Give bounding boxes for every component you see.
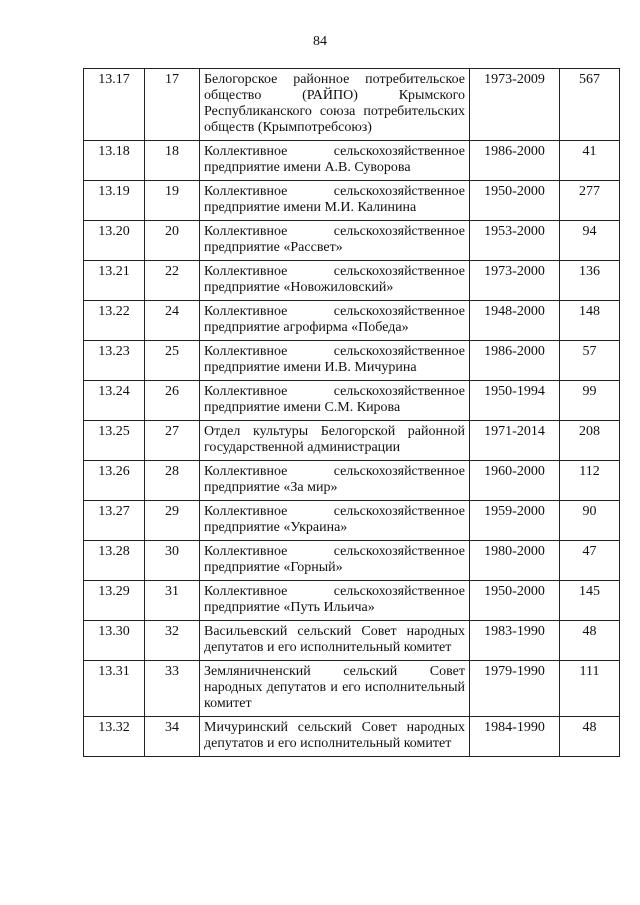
row-number-cell: 19: [145, 181, 200, 221]
row-number-cell: 22: [145, 261, 200, 301]
row-number-cell: 25: [145, 341, 200, 381]
row-name-cell: Отдел культуры Белогорской районной государственной администрации: [200, 421, 470, 461]
table-row: [84, 69, 620, 141]
row-count-cell: 112: [560, 461, 620, 501]
row-number-cell: 29: [145, 501, 200, 541]
row-years-cell: 1948-2000: [470, 301, 560, 341]
table-row: [84, 381, 620, 421]
row-count-cell: 48: [560, 717, 620, 757]
row-code-cell: 13.30: [84, 621, 145, 661]
table-row: [84, 261, 620, 301]
table-row: [84, 301, 620, 341]
table-row: [84, 141, 620, 181]
table-row: [84, 661, 620, 717]
table-row: [84, 421, 620, 461]
row-name-cell: Коллективное сельскохозяйственное предприятие имени И.В. Мичурина: [200, 341, 470, 381]
row-name-cell: Коллективное сельскохозяйственное предприятие «Новожиловский»: [200, 261, 470, 301]
row-number-cell: 31: [145, 581, 200, 621]
row-years-cell: 1979-1990: [470, 661, 560, 717]
row-name-cell: Коллективное сельскохозяйственное предприятие агрофирма «Победа»: [200, 301, 470, 341]
row-years-cell: 1950-2000: [470, 181, 560, 221]
row-years-cell: 1950-2000: [470, 581, 560, 621]
row-code-cell: 13.20: [84, 221, 145, 261]
table-row: [84, 501, 620, 541]
row-count-cell: 277: [560, 181, 620, 221]
row-code-cell: 13.22: [84, 301, 145, 341]
row-years-cell: 1973-2009: [470, 69, 560, 141]
row-years-cell: 1959-2000: [470, 501, 560, 541]
row-code-cell: 13.26: [84, 461, 145, 501]
row-code-cell: 13.23: [84, 341, 145, 381]
row-number-cell: 32: [145, 621, 200, 661]
row-code-cell: 13.18: [84, 141, 145, 181]
row-number-cell: 30: [145, 541, 200, 581]
row-number-cell: 34: [145, 717, 200, 757]
row-count-cell: 567: [560, 69, 620, 141]
row-name-cell: Коллективное сельскохозяйственное предприятие «За мир»: [200, 461, 470, 501]
row-name-cell: Коллективное сельскохозяйственное предприятие «Украина»: [200, 501, 470, 541]
row-years-cell: 1950-1994: [470, 381, 560, 421]
row-years-cell: 1971-2014: [470, 421, 560, 461]
table-row: [84, 461, 620, 501]
table-row: [84, 621, 620, 661]
row-name-cell: Коллективное сельскохозяйственное предприятие «Горный»: [200, 541, 470, 581]
row-number-cell: 24: [145, 301, 200, 341]
row-years-cell: 1986-2000: [470, 141, 560, 181]
row-name-cell: Коллективное сельскохозяйственное предприятие имени А.В. Суворова: [200, 141, 470, 181]
table-row: [84, 341, 620, 381]
row-count-cell: 111: [560, 661, 620, 717]
table-row: [84, 717, 620, 757]
row-code-cell: 13.24: [84, 381, 145, 421]
row-number-cell: 27: [145, 421, 200, 461]
row-code-cell: 13.32: [84, 717, 145, 757]
row-code-cell: 13.17: [84, 69, 145, 141]
row-number-cell: 17: [145, 69, 200, 141]
row-count-cell: 47: [560, 541, 620, 581]
row-number-cell: 20: [145, 221, 200, 261]
row-years-cell: 1984-1990: [470, 717, 560, 757]
row-years-cell: 1960-2000: [470, 461, 560, 501]
row-number-cell: 18: [145, 141, 200, 181]
row-name-cell: Васильевский сельский Совет народных депутатов и его исполнительный комитет: [200, 621, 470, 661]
row-name-cell: Земляничненский сельский Совет народных депутатов и его исполнительный комитет: [200, 661, 470, 717]
row-name-cell: Коллективное сельскохозяйственное предприятие «Путь Ильича»: [200, 581, 470, 621]
row-count-cell: 99: [560, 381, 620, 421]
row-code-cell: 13.28: [84, 541, 145, 581]
row-count-cell: 148: [560, 301, 620, 341]
table-row: [84, 581, 620, 621]
row-years-cell: 1986-2000: [470, 341, 560, 381]
page-number: 84: [313, 34, 327, 49]
row-number-cell: 28: [145, 461, 200, 501]
row-code-cell: 13.31: [84, 661, 145, 717]
fund-registry-table: [83, 68, 620, 757]
table-row: [84, 541, 620, 581]
row-count-cell: 48: [560, 621, 620, 661]
row-number-cell: 26: [145, 381, 200, 421]
row-code-cell: 13.19: [84, 181, 145, 221]
row-number-cell: 33: [145, 661, 200, 717]
row-code-cell: 13.27: [84, 501, 145, 541]
row-name-cell: Коллективное сельскохозяйственное предприятие имени М.И. Калинина: [200, 181, 470, 221]
row-count-cell: 90: [560, 501, 620, 541]
row-years-cell: 1983-1990: [470, 621, 560, 661]
row-count-cell: 94: [560, 221, 620, 261]
table-row: [84, 221, 620, 261]
row-code-cell: 13.29: [84, 581, 145, 621]
row-years-cell: 1973-2000: [470, 261, 560, 301]
row-name-cell: Белогорское районное потребительское общество (РАЙПО) Крымского Республиканского союза потребительских обществ (Крымпотребсоюз): [200, 69, 470, 141]
row-code-cell: 13.25: [84, 421, 145, 461]
row-name-cell: Мичуринский сельский Совет народных депутатов и его исполнительный комитет: [200, 717, 470, 757]
table-row: [84, 181, 620, 221]
row-years-cell: 1980-2000: [470, 541, 560, 581]
row-count-cell: 41: [560, 141, 620, 181]
row-years-cell: 1953-2000: [470, 221, 560, 261]
row-code-cell: 13.21: [84, 261, 145, 301]
row-name-cell: Коллективное сельскохозяйственное предприятие имени С.М. Кирова: [200, 381, 470, 421]
row-count-cell: 208: [560, 421, 620, 461]
row-count-cell: 145: [560, 581, 620, 621]
row-count-cell: 136: [560, 261, 620, 301]
row-count-cell: 57: [560, 341, 620, 381]
row-name-cell: Коллективное сельскохозяйственное предприятие «Рассвет»: [200, 221, 470, 261]
